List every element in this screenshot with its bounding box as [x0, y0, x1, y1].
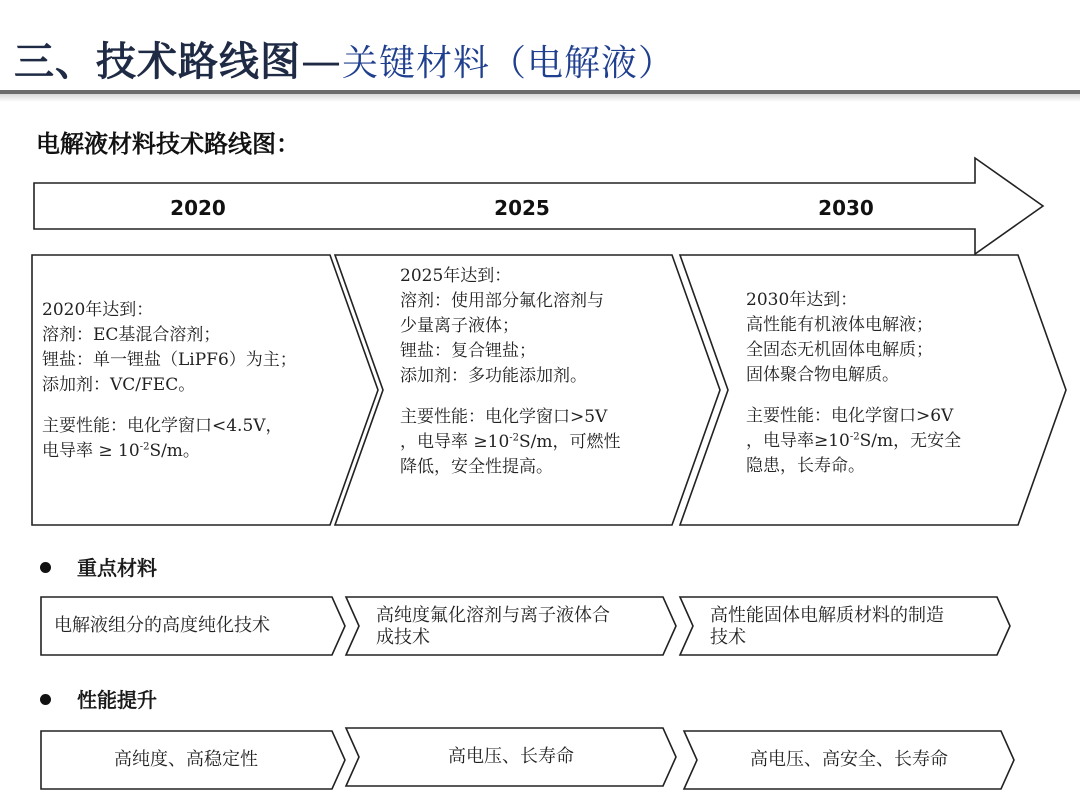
- card-performance-line: 降低，安全性提高。: [400, 457, 553, 477]
- key-material-2: 高纯度氟化溶剂与离子液体合 成技术: [376, 605, 610, 648]
- card-line: 高性能有机液体电解液；: [746, 315, 933, 335]
- card-performance-line: 电导率 ≥ $10^{-2}S/m$。: [42, 441, 200, 461]
- title-subtitle: 关键材料（电解液）: [342, 43, 676, 84]
- bullet-dot-icon: [40, 562, 51, 573]
- card-line: 锂盐：单一锂盐（LiPF6）为主；: [42, 350, 297, 370]
- bullet-dot-icon: [40, 694, 51, 705]
- card-line: 添加剂：VC/FEC。: [42, 375, 196, 395]
- card-line: 溶剂：EC基混合溶剂；: [42, 325, 221, 345]
- performance-item-3: 高电压、高安全、长寿命: [750, 749, 948, 770]
- stage-card-2025: [400, 264, 621, 480]
- card-performance-line: ，电导率$\ge 10^{-2}S/m$，无安全: [746, 431, 962, 451]
- key-material-1: 电解液组分的高度纯化技术: [54, 615, 270, 636]
- card-heading: 2030年达到：: [746, 290, 858, 310]
- card-heading: 2020年达到：: [42, 300, 154, 320]
- key-materials-heading: 重点材料: [40, 552, 157, 581]
- timeline-year-2030: 2030: [818, 196, 874, 220]
- key-material-3: 高性能固体电解质材料的制造 技术: [710, 605, 944, 648]
- title-separator: —: [301, 39, 342, 85]
- card-line: 固体聚合物电解质。: [746, 365, 899, 385]
- card-performance-line: 隐患，长寿命。: [746, 456, 865, 476]
- stage-card-2020: [42, 298, 297, 464]
- timeline-year-2025: 2025: [494, 196, 550, 220]
- card-heading: 2025年达到：: [400, 266, 512, 286]
- card-line: 全固态无机固体电解质；: [746, 340, 933, 360]
- card-performance-line: 主要性能：电化学窗口<4.5V，: [42, 416, 283, 436]
- card-line: 锂盐：复合锂盐；: [400, 341, 536, 361]
- timeline-year-2020: 2020: [170, 196, 226, 220]
- card-line: 少量离子液体；: [400, 316, 519, 336]
- card-performance-line: 主要性能：电化学窗口>5V: [400, 407, 608, 427]
- performance-item-2: 高电压、长寿命: [448, 746, 574, 767]
- stage-card-2030: [746, 288, 961, 479]
- card-performance-line: 主要性能：电化学窗口>6V: [746, 406, 954, 426]
- section-title: 电解液材料技术路线图：: [36, 130, 300, 158]
- card-performance-line: ，电导率 $\ge 10^{-2}S/m$，可燃性: [400, 432, 621, 452]
- card-line: 添加剂：多功能添加剂。: [400, 366, 587, 386]
- card-line: 溶剂：使用部分氟化溶剂与: [400, 291, 604, 311]
- performance-heading: 性能提升: [40, 684, 157, 713]
- performance-item-1: 高纯度、高稳定性: [114, 749, 258, 770]
- title-bold: 三、技术路线图: [14, 39, 301, 85]
